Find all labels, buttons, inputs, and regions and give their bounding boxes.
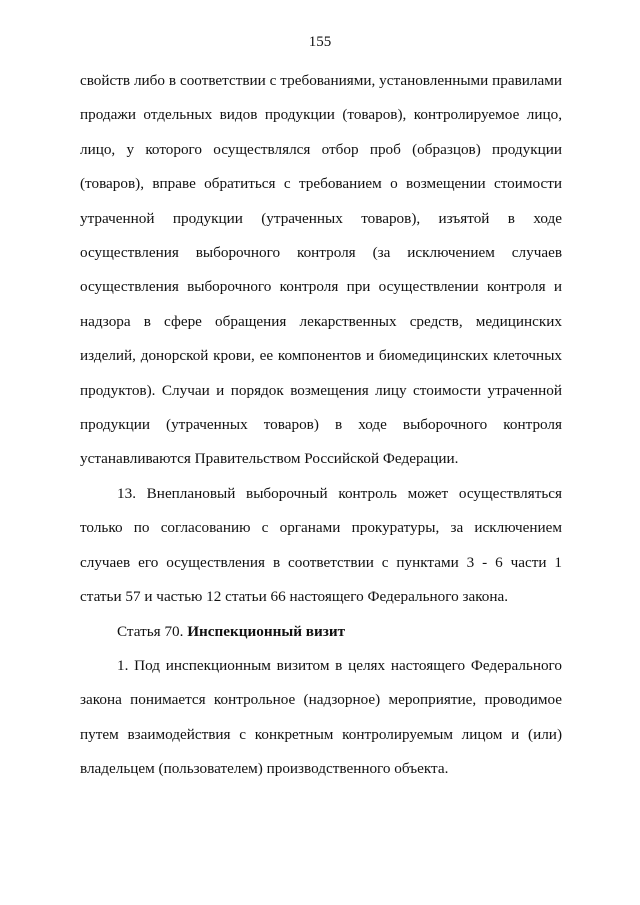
- page-number: 155: [308, 34, 332, 50]
- article-label: Статья 70.: [117, 622, 184, 640]
- paragraph-continuation: свойств либо в соответствии с требованиями, установленными правилами продажи отдельных видов продукции (товаров), контролируемое лицо, лицо, у которого осуществлялся отбор проб (образцов) продукции (товаров), вправе обратиться с требованием о возмещении стоимости утраченной продукции (утраченных товаров), изъятой в ходе осуществления выборочного контроля (за исключением случаев осуществления выборочного контроля при осуществлении контроля и надзора в сфере обращения лекарственных средств, медицинских изделий, донорской крови, ее компонентов и биомедицинских клеточных продуктов). Случаи и порядок возмещения лицу стоимости утраченной продукции (утраченных товаров) в ходе выборочного контроля устанавливаются Правительством Российской Федерации.: [80, 72, 562, 468]
- article-title: Инспекционный визит: [187, 622, 346, 640]
- paragraph-article-70-1: 1. Под инспекционным визитом в целях настоящего Федерального закона понимается контрольное (надзорное) мероприятие, проводимое путем взаимодействия с конкретным контролируемым лицом и (или) владельцем (пользователем) производственного объекта.: [80, 656, 562, 778]
- paragraph-13: 13. Внеплановый выборочный контроль может осуществляться только по согласованию с органами прокуратуры, за исключением случаев его осуществления в соответствии с пунктами 3 - 6 части 1 статьи 57 и частью 12 статьи 66 настоящего Федерального закона.: [80, 484, 562, 606]
- document-body: [80, 64, 562, 787]
- article-heading: [80, 615, 562, 649]
